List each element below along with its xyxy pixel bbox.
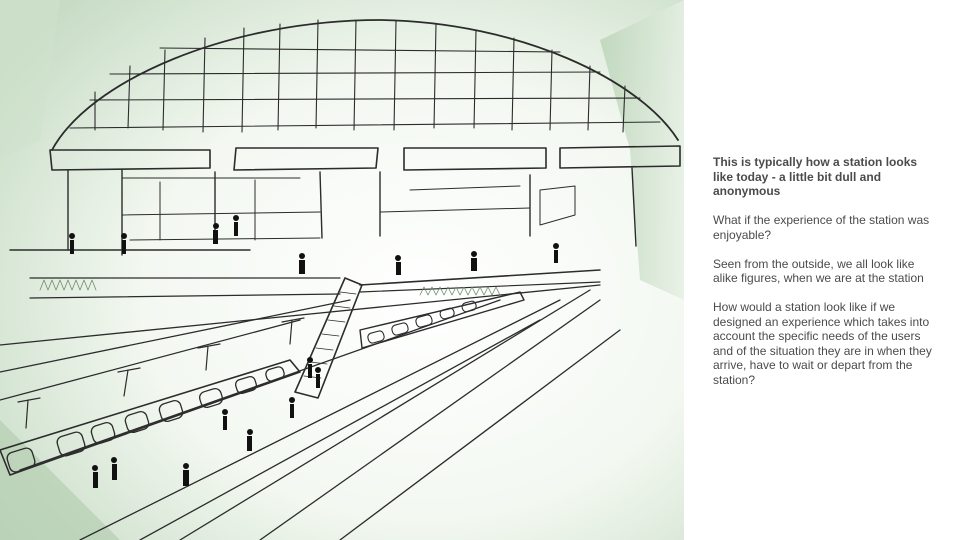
- body-paragraph: What if the experience of the station was enjoyable?: [713, 213, 930, 242]
- slide-text-panel: [713, 155, 938, 402]
- body-paragraph: How would a station look like if we designed an experience which takes into account the specific needs of the users and of the situation they are in when they arrive, have to wait or depart from the station?: [713, 300, 932, 387]
- body-paragraph: Seen from the outside, we all look like alike figures, when we are at the station: [713, 256, 924, 285]
- lead-paragraph: This is typically how a station looks like today - a little bit dull and anonymous: [713, 155, 918, 198]
